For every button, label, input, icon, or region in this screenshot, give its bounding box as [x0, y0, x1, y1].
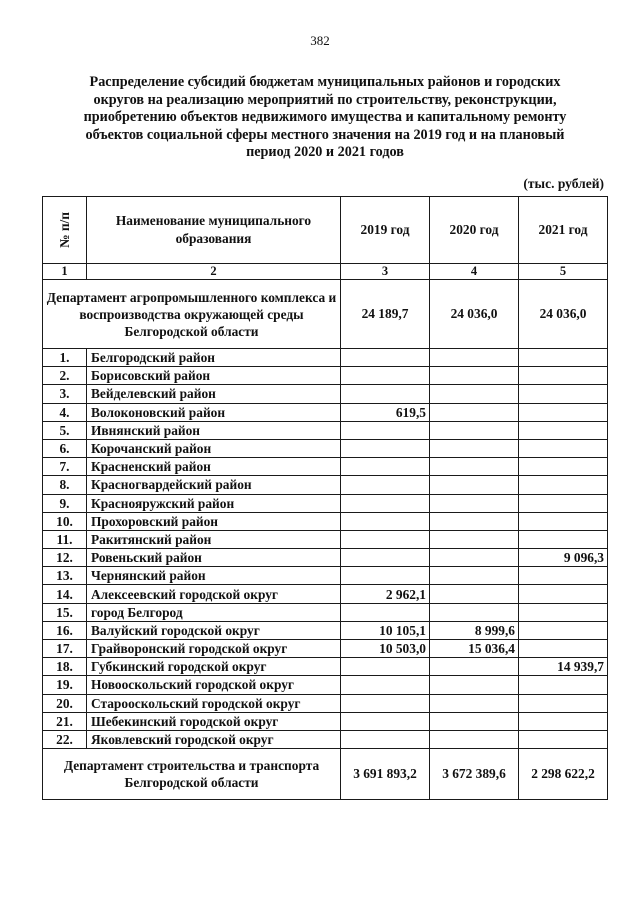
row-2021 [519, 421, 608, 439]
row-2019 [341, 712, 430, 730]
row-number: 1. [43, 349, 87, 367]
row-2021 [519, 585, 608, 603]
row-2020 [430, 658, 519, 676]
row-2020 [430, 730, 519, 748]
row-name: Валуйский городской округ [87, 621, 341, 639]
row-2019 [341, 676, 430, 694]
row-2021 [519, 730, 608, 748]
row-name: Красногвардейский район [87, 476, 341, 494]
row-2020 [430, 476, 519, 494]
row-number: 14. [43, 585, 87, 603]
row-2019 [341, 567, 430, 585]
row-name: Чернянский район [87, 567, 341, 585]
row-2020 [430, 549, 519, 567]
row-2019 [341, 458, 430, 476]
row-2020 [430, 385, 519, 403]
row-name: Ракитянский район [87, 530, 341, 548]
title-line: приобретению объектов недвижимого имущества и капитальному ремонту [83, 109, 567, 125]
row-2021 [519, 458, 608, 476]
table-row [43, 585, 608, 603]
header-num: № п/п [56, 212, 72, 248]
table-row [43, 694, 608, 712]
row-number: 12. [43, 549, 87, 567]
row-2020 [430, 585, 519, 603]
table-row [43, 458, 608, 476]
row-2020 [430, 712, 519, 730]
row-number: 15. [43, 603, 87, 621]
row-2019: 10 503,0 [341, 640, 430, 658]
table-row [43, 530, 608, 548]
row-2020 [430, 421, 519, 439]
row-2021 [519, 530, 608, 548]
department-name: Департамент строительства и транспорта Белгородской области [43, 749, 341, 800]
column-number: 2 [87, 264, 341, 280]
row-2019 [341, 658, 430, 676]
document-title [60, 74, 590, 162]
row-name: Вейделевский район [87, 385, 341, 403]
row-2020 [430, 676, 519, 694]
row-number: 9. [43, 494, 87, 512]
row-name: Старооскольский городской округ [87, 694, 341, 712]
units-label: (тыс. рублей) [523, 176, 604, 191]
row-2019 [341, 367, 430, 385]
row-2021 [519, 367, 608, 385]
row-2019 [341, 476, 430, 494]
row-2019 [341, 421, 430, 439]
row-name: Ивнянский район [87, 421, 341, 439]
row-2020 [430, 530, 519, 548]
header-2020: 2020 год [430, 197, 519, 264]
row-2019 [341, 694, 430, 712]
row-2020 [430, 567, 519, 585]
row-number: 11. [43, 530, 87, 548]
column-number: 4 [430, 264, 519, 280]
row-2020 [430, 349, 519, 367]
row-2019 [341, 530, 430, 548]
row-2020: 8 999,6 [430, 621, 519, 639]
row-number: 4. [43, 403, 87, 421]
row-number: 21. [43, 712, 87, 730]
column-number: 5 [519, 264, 608, 280]
row-2019 [341, 439, 430, 457]
department-2021: 2 298 622,2 [519, 749, 608, 800]
row-name: Красненский район [87, 458, 341, 476]
table-row [43, 712, 608, 730]
row-2019 [341, 494, 430, 512]
table-row [43, 421, 608, 439]
row-number: 7. [43, 458, 87, 476]
row-name: Борисовский район [87, 367, 341, 385]
page-number: 382 [310, 33, 330, 48]
row-2020 [430, 603, 519, 621]
header-row [43, 197, 608, 264]
row-name: Алексеевский городской округ [87, 585, 341, 603]
row-number: 17. [43, 640, 87, 658]
table-row [43, 476, 608, 494]
department-2019: 3 691 893,2 [341, 749, 430, 800]
row-name: Новооскольский городской округ [87, 676, 341, 694]
title-line: период 2020 и 2021 годов [246, 144, 404, 160]
row-2020 [430, 512, 519, 530]
row-number: 19. [43, 676, 87, 694]
header-name: Наименование муниципального образования [87, 197, 341, 264]
table-row [43, 494, 608, 512]
row-name: Яковлевский городской округ [87, 730, 341, 748]
table-row [43, 658, 608, 676]
row-2021 [519, 476, 608, 494]
row-name: Корочанский район [87, 439, 341, 457]
row-name: Губкинский городской округ [87, 658, 341, 676]
row-2021: 14 939,7 [519, 658, 608, 676]
row-2021 [519, 567, 608, 585]
row-2021 [519, 603, 608, 621]
row-2021 [519, 439, 608, 457]
header-num-cell [43, 197, 87, 264]
row-2021 [519, 512, 608, 530]
row-2020: 15 036,4 [430, 640, 519, 658]
row-2019: 619,5 [341, 403, 430, 421]
header-2021: 2021 год [519, 197, 608, 264]
column-number-row [43, 264, 608, 280]
table-row [43, 385, 608, 403]
row-2020 [430, 694, 519, 712]
row-2021 [519, 640, 608, 658]
table-row [43, 549, 608, 567]
row-name: Прохоровский район [87, 512, 341, 530]
row-name: город Белгород [87, 603, 341, 621]
row-name: Грайворонский городской округ [87, 640, 341, 658]
row-number: 5. [43, 421, 87, 439]
row-2021 [519, 621, 608, 639]
row-2020 [430, 494, 519, 512]
row-2021 [519, 676, 608, 694]
department-2019: 24 189,7 [341, 280, 430, 349]
row-name: Краснояружский район [87, 494, 341, 512]
row-2019 [341, 512, 430, 530]
row-number: 3. [43, 385, 87, 403]
row-name: Шебекинский городской округ [87, 712, 341, 730]
table-row [43, 676, 608, 694]
row-name: Белгородский район [87, 349, 341, 367]
department-row [43, 749, 608, 800]
row-number: 6. [43, 439, 87, 457]
row-number: 10. [43, 512, 87, 530]
department-name: Департамент агропромышленного комплекса и воспроизводства окружающей среды Белгородской области [43, 280, 341, 349]
table-row [43, 349, 608, 367]
row-2020 [430, 367, 519, 385]
row-2021 [519, 494, 608, 512]
row-2019 [341, 730, 430, 748]
column-number: 1 [43, 264, 87, 280]
row-2020 [430, 439, 519, 457]
column-number: 3 [341, 264, 430, 280]
table-row [43, 403, 608, 421]
row-2021 [519, 403, 608, 421]
title-line: объектов социальной сферы местного значения на 2019 год и на плановый [85, 126, 565, 143]
row-number: 8. [43, 476, 87, 494]
row-2019 [341, 549, 430, 567]
row-2020 [430, 403, 519, 421]
department-row [43, 280, 608, 349]
subsidy-table [42, 196, 608, 800]
row-2019: 10 105,1 [341, 621, 430, 639]
row-2021: 9 096,3 [519, 549, 608, 567]
department-2020: 3 672 389,6 [430, 749, 519, 800]
header-2019: 2019 год [341, 197, 430, 264]
row-2019 [341, 603, 430, 621]
row-2021 [519, 694, 608, 712]
row-2019: 2 962,1 [341, 585, 430, 603]
title-line: Распределение субсидий бюджетам муниципальных районов и городских [89, 74, 561, 90]
table-row [43, 640, 608, 658]
table-row [43, 512, 608, 530]
row-number: 18. [43, 658, 87, 676]
department-2021: 24 036,0 [519, 280, 608, 349]
table-row [43, 603, 608, 621]
row-name: Волоконовский район [87, 403, 341, 421]
title-line: округов на реализацию мероприятий по строительству, реконструкции, [93, 91, 557, 108]
row-2020 [430, 458, 519, 476]
table-row [43, 567, 608, 585]
table-row [43, 730, 608, 748]
row-2021 [519, 385, 608, 403]
row-number: 22. [43, 730, 87, 748]
row-2021 [519, 712, 608, 730]
row-2019 [341, 349, 430, 367]
row-number: 20. [43, 694, 87, 712]
row-2021 [519, 349, 608, 367]
table-row [43, 439, 608, 457]
department-2020: 24 036,0 [430, 280, 519, 349]
row-number: 16. [43, 621, 87, 639]
row-number: 13. [43, 567, 87, 585]
row-number: 2. [43, 367, 87, 385]
row-name: Ровеньский район [87, 549, 341, 567]
table-row [43, 367, 608, 385]
table-row [43, 621, 608, 639]
row-2019 [341, 385, 430, 403]
